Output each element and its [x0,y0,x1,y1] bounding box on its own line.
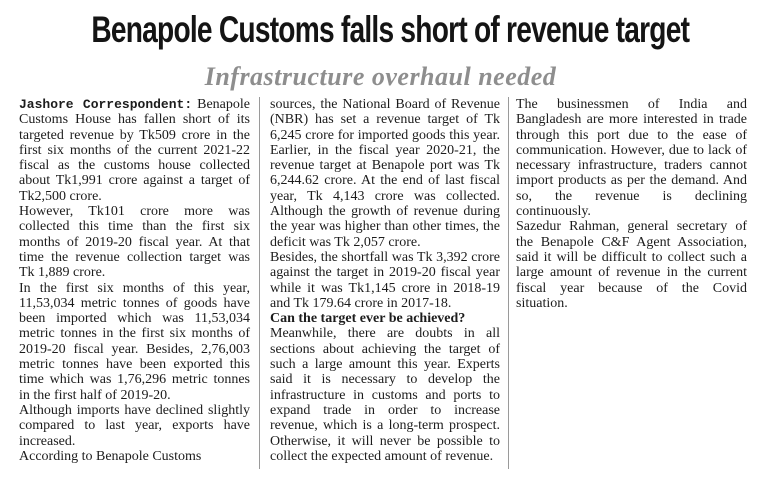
body-paragraph: According to Benapole Customs [19,448,202,464]
body-paragraph: However, Tk101 crore more was collected this time than the first six months of 2019-20 fiscal year. At that time the revenue collection target was Tk 1,889 crore. [19,204,250,281]
subheadline: Infrastructure overhaul needed [204,62,557,91]
article-column-1 [19,97,250,464]
column-rule-1 [259,97,260,469]
body-paragraph: Meanwhile, there are doubts in all sections about achieving the target of such a large amount this year. Experts said it is necessary to develop the infrastructure in customs and ports to expand trade in order to increase revenue, which is a long-term prospect. Otherwise, it will never be possible to collect the expected amount of revenue. [270,326,500,464]
article-column-2 [270,97,500,464]
body-paragraph: The businessmen of India and Bangladesh are more interested in trade through this port due to the ease of communication. However, due to lack of necessary infrastructure, traders cannot import products as per the demand. And so, the revenue is declining continuously. [516,97,747,220]
body-paragraph: Sazedur Rahman, general secretary of the Benapole C&F Agent Association, said it will be difficult to collect such a large amount of revenue in the current fiscal year because of the Covid situation. [516,219,747,311]
lead-paragraph [19,97,250,204]
body-paragraph: In the first six months of this year, 11,53,034 metric tonnes of goods have been imported which was 11,53,034 metric tonnes in the first six months of 2019-20 fiscal year. Besides, 2,76,003 metric tonnes have been exported this time which was 1,76,296 metric tonnes in the first half of 2019-20. [19,280,250,403]
article-column-3 [516,97,747,311]
body-paragraph: Besides, the shortfall was Tk 3,392 crore against the target in 2019-20 fiscal year while it was Tk1,145 crore in 2018-19 and Tk 179.64 crore in 2017-18. [270,249,500,311]
body-paragraph: sources, the National Board of Revenue (NBR) has set a revenue target of Tk 6,245 crore for imported goods this year. Earlier, in the fiscal year 2020-21, the revenue target at Benapole port was Tk 6,244.62 crore. At the end of last fiscal year, Tk 4,143 crore was collected. Although the growth of revenue during the year was higher than other times, the deficit was Tk 2,057 crore. [270,97,500,250]
headline: Benapole Customs falls short of revenue target [91,9,690,50]
column-rule-2 [508,97,509,469]
byline: Jashore Correspondent: [19,97,193,112]
section-heading: Can the target ever be achieved? [270,311,466,327]
body-paragraph: Although imports have declined slightly compared to last year, exports have increased. [19,402,250,449]
lead-text: Benapole Customs House has fallen short of its targeted revenue by Tk509 crore in the first six months of the current 2021-22 fiscal as the customs house collected about Tk1,991 crore against a target of Tk2,500 crore. [19,97,250,204]
